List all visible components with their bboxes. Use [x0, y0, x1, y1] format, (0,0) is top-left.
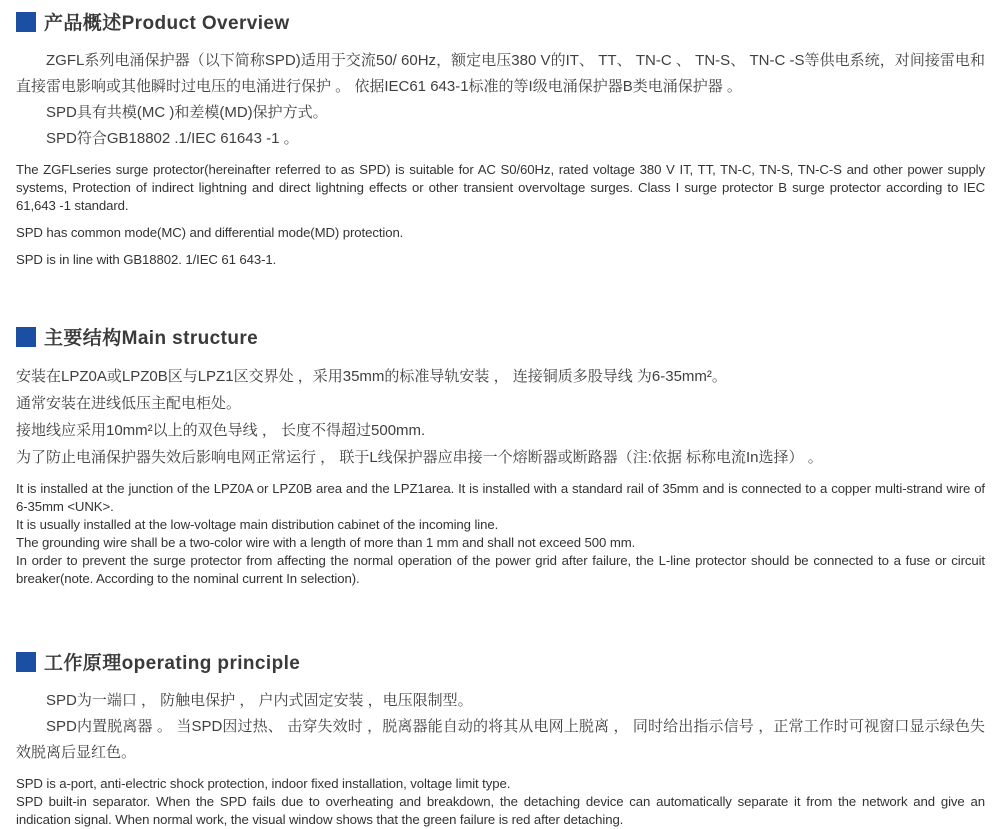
en-paragraph: The ZGFLseries surge protector(hereinafter referred to as SPD) is suitable for AC S0/60Hz, rated voltage 380 V IT, TT, TN-C, TN-S, TN-C-S and other power supply systems, Protection of indirect lightning and direct lightning effects or other transient overvoltage surges. Class I surge protector B surge protector according to IEC 61,643 -1 standard. — [16, 162, 985, 213]
cn-paragraph: 为了防止电涌保护器失效后影响电网正常运行 ， 联于L线保护器应串接一个熔断器或断路器（注:依据 标称电流In选择） 。 — [16, 449, 823, 466]
section-operating-principle — [16, 648, 985, 829]
cn-paragraph: SPD内置脱离器 。 当SPD因过热、 击穿失效时 ，脱离器能自动的将其从电网上脱离 ， 同时给出指示信号 ，正常工作时可视窗口显示绿色失效脱离后显红色。 — [16, 718, 985, 761]
section-heading-text: 工作原理operating principle — [44, 653, 301, 674]
section-product-overview — [16, 8, 985, 269]
section-heading — [16, 8, 985, 35]
section-main-structure — [16, 323, 985, 588]
en-paragraph: SPD is a-port, anti-electric shock protection, indoor fixed installation, voltage limit type. — [16, 776, 511, 791]
en-paragraph: The grounding wire shall be a two-color wire with a length of more than 1 mm and shall not exceed 500 mm. — [16, 535, 636, 550]
en-paragraph: SPD built-in separator. When the SPD fails due to overheating and breakdown, the detaching device can automatically separate it from the network and give an indication signal. When normal work, the visual window shows that the green failure is red after detaching. — [16, 794, 985, 827]
cn-paragraph: SPD具有共模(MC )和差模(MD)保护方式。 — [46, 104, 328, 121]
en-paragraph: In order to prevent the surge protector from affecting the normal operation of the power grid after failure, the L-line protector should be connected to a fuse or circuit breaker(note. According to the nominal current In selection). — [16, 553, 985, 586]
en-paragraph: SPD has common mode(MC) and differential mode(MD) protection. — [16, 225, 404, 240]
blue-square-icon — [16, 327, 36, 347]
blue-square-icon — [16, 12, 36, 32]
section-heading-text: 主要结构Main structure — [44, 328, 259, 349]
cn-paragraph: SPD符合GB18802 .1/IEC 61643 -1 。 — [46, 130, 299, 147]
blue-square-icon — [16, 652, 36, 672]
cn-paragraph: 接地线应采用10mm²以上的双色导线 ， 长度不得超过500mm. — [16, 422, 426, 439]
section-heading-text: 产品概述Product Overview — [44, 13, 290, 34]
cn-paragraph: 安装在LPZ0A或LPZ0B区与LPZ1区交界处 ，采用35mm的标准导轨安装 ， 连接铜质多股导线 为6-35mm²。 — [16, 368, 727, 385]
en-paragraph: SPD is in line with GB18802. 1/IEC 61 643-1. — [16, 252, 277, 267]
cn-paragraph: 通常安装在进线低压主配电柜处。 — [16, 395, 242, 412]
section-heading — [16, 323, 985, 350]
section-heading — [16, 648, 985, 675]
cn-paragraph: ZGFL系列电涌保护器（以下简称SPD)适用于交流50/ 60Hz，额定电压380 V的IT、 TT、 TN-C 、 TN-S、 TN-C -S等供电系统，对间接雷电和直接雷电影响或其他瞬时过电压的电涌进行保护 。 依据IEC61 643-1标准的等I级电涌保护器B类电涌保护器 。 — [16, 52, 985, 95]
en-paragraph: It is usually installed at the low-voltage main distribution cabinet of the incoming line. — [16, 517, 499, 532]
en-paragraph: It is installed at the junction of the LPZ0A or LPZ0B area and the LPZ1area. It is installed with a standard rail of 35mm and is connected to a copper multi-strand wire of 6-35mm <UNK>. — [16, 481, 985, 514]
cn-paragraph: SPD为一端口 ， 防触电保护 ， 户内式固定安装 ，电压限制型。 — [46, 692, 473, 709]
